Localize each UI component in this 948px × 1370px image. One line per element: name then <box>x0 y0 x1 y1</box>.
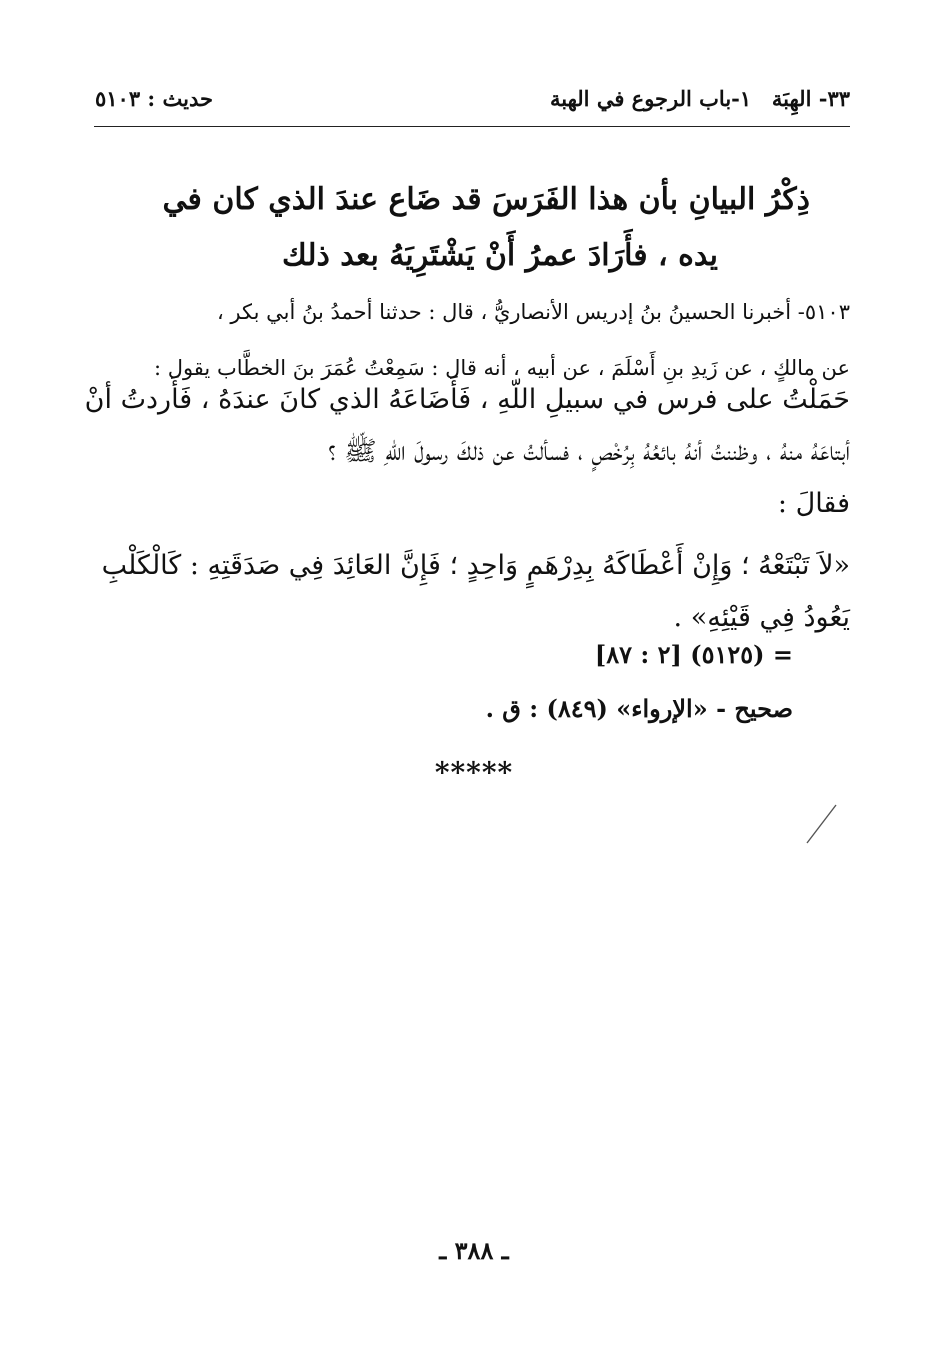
running-header <box>95 86 850 118</box>
page-number: ـ ٣٨٨ ـ <box>439 1236 509 1265</box>
matn-line-1: حَمَلْتُ على فرس في سبيلِ اللّهِ ، فَأَضَاعَهُ الذي كانَ عندَهُ ، فَأَردتُ أنْ <box>84 384 850 415</box>
matn-line-2: أبتاعَهُ منهُ ، وظننتُ أنهُ بائعُهُ بِرُخْصٍ ، فسألتُ عن ذلكَ رسولَ اللّهِ ﷺ ؟ <box>328 436 850 467</box>
matn-line-3: فقالَ : <box>777 488 850 519</box>
title-line-1: ذِكْرُ البيانِ بأن هذا الفَرَسَ قد ضَاع عندَ الذي كان في <box>162 182 810 217</box>
header-hadith-number: حديث : ٥١٠٣ <box>95 86 213 111</box>
title-line-2: يده ، فأَرَادَ عمرُ أَنْ يَشْتَرِيَهُ بعد ذلك <box>282 238 718 273</box>
saying-line-2: يَعُودُ فِي قَيْئِهِ» . <box>673 602 850 633</box>
prophetic-saying <box>100 540 850 644</box>
isnad-line-2: عن مالكٍ ، عن زَيدِ بنِ أَسْلَمَ ، عن أبيه ، أنه قال : سَمِعْتُ عُمَرَ بنَ الخطَّاب يقول : <box>153 356 850 380</box>
header-divider <box>94 126 850 127</box>
header-chapter: ٣٣- الهِبَة <box>771 86 850 111</box>
isnad-line-1: ٥١٠٣- أخبرنا الحسينُ بنُ إدريس الأنصاريُّ ، قال : حدثنا أحمدُ بنُ أبي بكر ، <box>216 300 850 324</box>
hadith-text <box>84 374 850 530</box>
pen-mark-icon <box>803 803 839 849</box>
authenticity-grade: صحيح - «الإرواء» (٨٤٩) : ق . <box>485 694 793 723</box>
chapter-title <box>162 172 810 284</box>
header-section: ١-باب الرجوع في الهبة <box>550 86 752 111</box>
cross-reference: = (٥١٢٥) [٢ : ٨٧] <box>594 640 793 669</box>
section-separator-stars: ***** <box>434 756 514 789</box>
saying-line-1: «لاَ تَبْتَعْهُ ؛ وَإِنْ أَعْطَاكَهُ بِدِرْهَمٍ وَاحِدٍ ؛ فَإِنَّ العَائِدَ فِي صَدَقَتِهِ : كَالْكَلْبِ <box>101 550 850 581</box>
